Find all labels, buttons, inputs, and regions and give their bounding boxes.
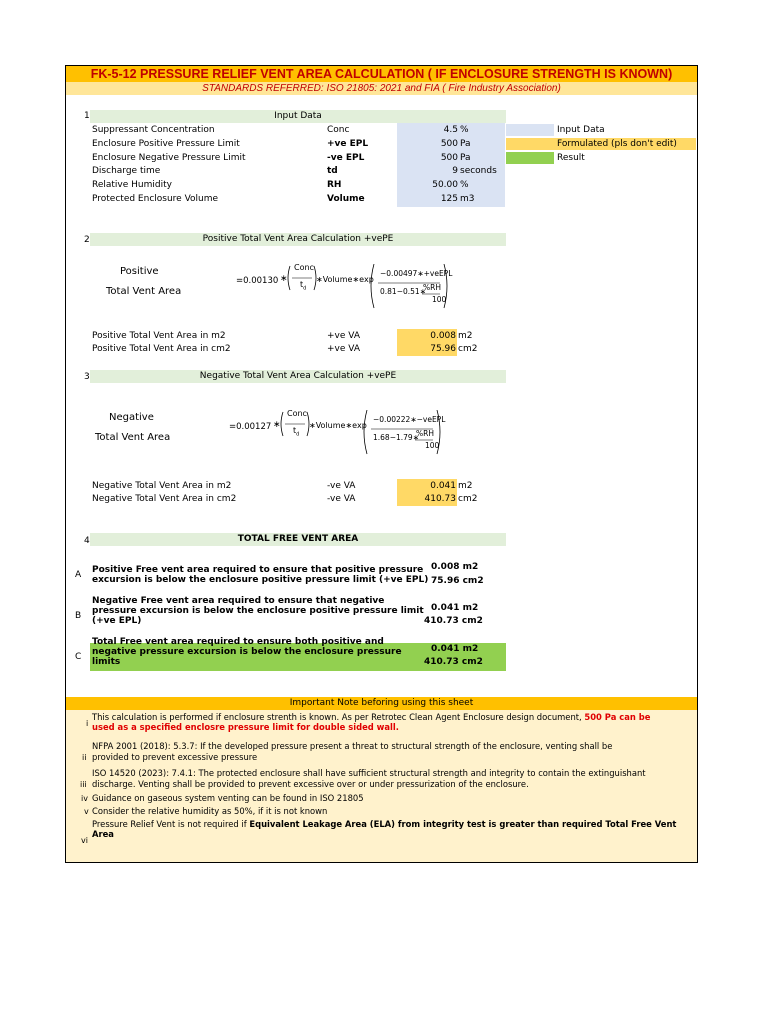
result-label: Positive Total Vent Area in cm2 <box>92 344 231 354</box>
section-number: 3 <box>84 372 90 382</box>
result-symbol: -ve VA <box>327 481 356 491</box>
item-letter: A <box>75 570 82 580</box>
note-number: iv <box>81 794 88 803</box>
note-highlight: 500 Pa can be <box>584 712 651 722</box>
legend-swatch-result <box>506 152 554 164</box>
section-heading: Positive Total Vent Area Calculation +vePE <box>202 234 394 244</box>
input-value[interactable]: 4.5 <box>443 125 458 135</box>
input-symbol: Volume <box>327 194 365 204</box>
result-unit: cm2 <box>458 494 478 504</box>
legend-swatch-formulated <box>506 138 554 150</box>
item-text: Total Free vent area required to ensure both positive and <box>92 637 384 647</box>
item-text: pressure excursion is below the enclosure positive pressure limit <box>92 606 424 616</box>
page-title: FK-5-12 PRESSURE RELIEF VENT AREA CALCULATION ( IF ENCLOSURE STRENGTH IS KNOWN) <box>90 67 673 81</box>
input-label: Enclosure Positive Pressure Limit <box>92 139 240 149</box>
item-m2: 0.041 m2 <box>431 603 479 613</box>
note-text: ISO 14520 (2023): 7.4.1: The protected enclosure shall have sufficient structural strength and integrity to contain the extinguishant <box>92 768 646 778</box>
item-text: excursion is below the enclosure positive pressure limit (+ve EPL) <box>92 575 429 585</box>
note-highlight: used as a specified enclosre pressure limit for double sided wall. <box>92 722 399 732</box>
note-number: vi <box>81 836 88 845</box>
item-m2: 0.041 m2 <box>431 644 479 654</box>
input-label: Suppressant Concentration <box>92 125 215 135</box>
section-heading: Negative Total Vent Area Calculation +vePE <box>199 371 397 381</box>
item-cm2: 410.73 cm2 <box>424 657 483 667</box>
notes-heading: Important Note beforing using this sheet <box>289 698 474 708</box>
input-symbol: +ve EPL <box>327 139 369 149</box>
input-value[interactable]: 125 <box>440 194 458 204</box>
item-letter: B <box>75 611 82 621</box>
item-text: (+ve EPL) <box>92 616 142 626</box>
item-text: negative pressure excursion is below the enclosure pressure <box>92 647 402 657</box>
note-number: ii <box>82 753 87 762</box>
input-unit: seconds <box>460 166 497 176</box>
section-number: 2 <box>84 235 90 245</box>
section-number: 4 <box>84 536 90 546</box>
input-value[interactable]: 9 <box>452 166 458 176</box>
input-value[interactable]: 500 <box>440 139 458 149</box>
result-value: 0.008 <box>430 331 456 341</box>
section-heading: TOTAL FREE VENT AREA <box>237 534 359 544</box>
section-number: 1 <box>84 111 90 121</box>
input-value[interactable]: 500 <box>440 153 458 163</box>
legend-swatch-input <box>506 124 554 136</box>
note-bold: Area <box>92 829 114 839</box>
note-bold: Equivalent Leakage Area (ELA) from integrity test is greater than required Total Free Vent <box>249 819 677 829</box>
note-number: i <box>86 719 89 728</box>
item-text: limits <box>92 657 121 667</box>
input-label: Enclosure Negative Pressure Limit <box>92 153 246 163</box>
result-value: 0.041 <box>430 481 456 491</box>
item-text: Negative Free vent area required to ensure that negative <box>92 596 385 606</box>
note-text: discharge. Venting shall be provided to prevent excessive over or under pressurization of the enclosure. <box>92 779 529 789</box>
item-m2: 0.008 m2 <box>431 562 479 572</box>
section-heading: Input Data <box>274 111 322 121</box>
input-label: Discharge time <box>92 166 161 176</box>
note-text: Guidance on gaseous system venting can be found in ISO 21805 <box>92 793 364 803</box>
result-label: Negative Total Vent Area in cm2 <box>92 494 237 504</box>
input-value[interactable]: 50.00 <box>432 180 458 190</box>
negative-vent-formula: Negative Total Vent Area =0.00127 ∗ Conc $t_d$ ∗Volume∗exp −0.00222∗−veEPL 1.68−1.79∗ %RH 100 <box>95 402 455 462</box>
input-label: Protected Enclosure Volume <box>92 194 219 204</box>
note-text: Pressure Relief Vent is not required if <box>92 819 247 829</box>
result-value: 410.73 <box>424 494 456 504</box>
note-text: provided to prevent excessive pressure <box>92 752 258 762</box>
item-cm2: 75.96 cm2 <box>431 576 484 586</box>
input-unit: m3 <box>460 194 475 204</box>
input-unit: % <box>460 180 469 190</box>
result-unit: cm2 <box>458 344 478 354</box>
input-label: Relative Humidity <box>92 180 172 190</box>
positive-vent-formula: Positive Total Vent Area =0.00130 ∗ Conc $t_d$ ∗Volume∗exp −0.00497∗+veEPL 0.81−0.51∗ %RH 100 <box>100 256 460 316</box>
input-symbol: -ve EPL <box>327 153 365 163</box>
input-unit: Pa <box>460 153 471 163</box>
result-symbol: -ve VA <box>327 494 356 504</box>
legend-label: Result <box>557 153 585 163</box>
item-cm2: 410.73 cm2 <box>424 616 483 626</box>
input-symbol: Conc <box>327 125 350 135</box>
note-text: This calculation is performed if enclosure strenth is known. As per Retrotec Clean Agent Enclosure design document, <box>92 712 582 722</box>
note-number: v <box>84 807 89 816</box>
result-value: 75.96 <box>430 344 456 354</box>
result-unit: m2 <box>458 331 473 341</box>
input-symbol: td <box>327 166 338 176</box>
note-text: NFPA 2001 (2018): 5.3.7: If the developed pressure present a threat to structural strength of the enclosure, venting shall be <box>92 741 613 751</box>
result-label: Positive Total Vent Area in m2 <box>92 331 226 341</box>
result-symbol: +ve VA <box>327 344 361 354</box>
result-unit: m2 <box>458 481 473 491</box>
input-unit: % <box>460 125 469 135</box>
input-symbol: RH <box>327 180 342 190</box>
result-label: Negative Total Vent Area in m2 <box>92 481 232 491</box>
item-letter: C <box>75 652 82 662</box>
legend-label: Formulated (pls don't edit) <box>557 139 677 149</box>
input-unit: Pa <box>460 139 471 149</box>
item-text: Positive Free vent area required to ensure that positive pressure <box>92 565 424 575</box>
page-subtitle: STANDARDS REFERRED: ISO 21805: 2021 and FIA ( Fire Industry Association) <box>202 83 561 94</box>
legend-label: Input Data <box>557 125 605 135</box>
note-text: Consider the relative humidity as 50%, if it is not known <box>92 806 328 816</box>
note-number: iii <box>80 780 87 789</box>
result-symbol: +ve VA <box>327 331 361 341</box>
